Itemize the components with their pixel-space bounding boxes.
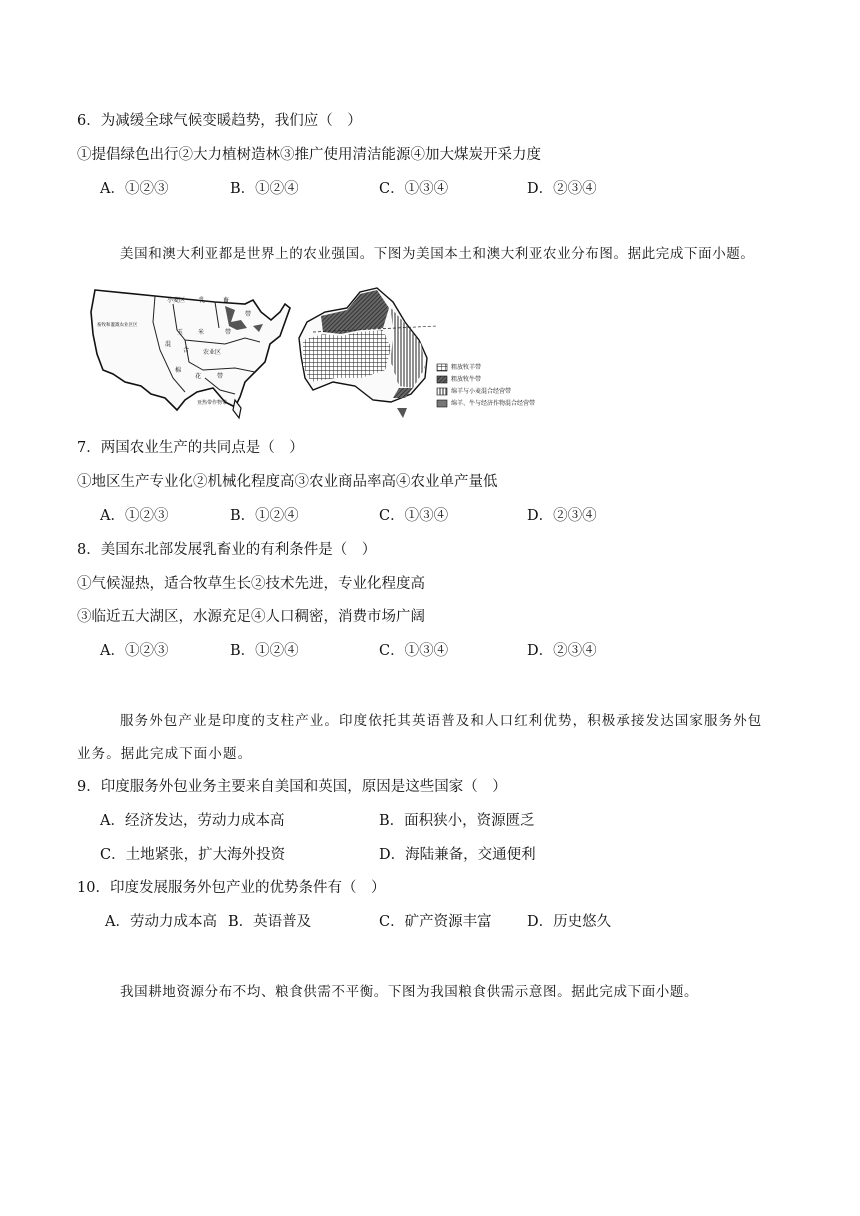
svg-text:玉: 玉 [177,329,184,336]
q8-option-d[interactable]: D．②③④ [527,643,597,659]
q10-option-d[interactable]: D．历史悠久 [527,914,612,930]
q8-option-c[interactable]: C．①③④ [379,643,449,659]
us-map [91,290,290,418]
legend-mixed: 绵羊、牛与经济作物混合经营带 [451,400,536,407]
q8-stem: 8．美国东北部发展乳畜业的有利条件是（ ） [77,542,377,558]
svg-text:小麦区: 小麦区 [167,297,186,304]
q7-option-d[interactable]: D．②③④ [527,508,597,524]
legend-cattle-extensive: 粗放牧牛带 [451,376,482,383]
q9-option-a[interactable]: A．经济发达，劳动力成本高 [100,813,285,829]
svg-text:农业区: 农业区 [203,349,222,356]
q6-items: ①提倡绿色出行②大力植树造林③推广使用清洁能源④加大煤炭开采力度 [77,147,541,163]
q9-stem: 9．印度服务外包业务主要来自美国和英国，原因是这些国家（ ） [77,779,507,795]
q10-option-b[interactable]: B．英语普及 [228,914,312,930]
q6-option-b[interactable]: B．①②④ [230,181,299,197]
svg-text:混: 混 [165,341,172,348]
q10-stem: 10．印度发展服务外包产业的优势条件有（ ） [77,880,386,896]
q8-option-b[interactable]: B．①②④ [230,643,299,659]
svg-text:亚热带作物带: 亚热带作物带 [197,400,228,406]
q7-option-c[interactable]: C．①③④ [379,508,449,524]
svg-text:畜: 畜 [223,297,230,304]
legend-sheep-extensive: 粗放牧羊带 [451,364,482,371]
passage-grain: 我国耕地资源分布不均、粮食供需不平衡。下图为我国粮食供需示意图。据此完成下面小题。 [120,984,699,1000]
legend-sheep-wheat: 绵羊与小麦混合经营带 [451,388,512,395]
q6-option-c[interactable]: C．①③④ [379,181,449,197]
q7-items: ①地区生产专业化②机械化程度高③农业商品率高④农业单产量低 [77,474,498,490]
q7-option-b[interactable]: B．①②④ [230,508,299,524]
svg-text:合: 合 [183,347,190,354]
q9-option-b[interactable]: B．面积狭小，资源匮乏 [379,813,535,829]
q7-stem: 7．两国农业生产的共同点是（ ） [77,440,304,456]
svg-text:带: 带 [217,373,224,380]
q9-option-c[interactable]: C．土地紧张，扩大海外投资 [100,847,286,863]
passage-agriculture: 美国和澳大利亚都是世界上的农业强国。下图为美国本土和澳大利亚农业分布图。据此完成下面小题。 [120,246,755,262]
svg-text:乳: 乳 [199,297,206,304]
svg-text:棉: 棉 [175,367,182,374]
q8-items-1: ①气候湿热，适合牧草生长②技术先进，专业化程度高 [77,576,425,592]
q6-option-d[interactable]: D．②③④ [527,181,597,197]
passage-india-line2: 业务。据此完成下面小题。 [77,746,253,762]
q7-option-a[interactable]: A．①②③ [100,508,169,524]
agriculture-map-figure [85,282,555,424]
map-legend [437,364,447,407]
svg-text:米: 米 [198,329,205,336]
q6-stem: 6．为减缓全球气候变暖趋势，我们应（ ） [77,113,362,129]
australia-map [299,288,437,418]
svg-text:畜牧和灌溉农业区区: 畜牧和灌溉农业区区 [97,323,138,328]
svg-text:带: 带 [225,329,232,336]
q8-items-2: ③临近五大湖区，水源充足④人口稠密，消费市场广阔 [77,609,425,625]
passage-india-line1: 服务外包产业是印度的支柱产业。印度依托其英语普及和人口红利优势，积极承接发达国家服务外包 [120,713,763,729]
q10-option-a[interactable]: A．劳动力成本高 [105,914,217,930]
q6-option-a[interactable]: A．①②③ [100,181,169,197]
q10-option-c[interactable]: C．矿产资源丰富 [379,914,492,930]
q9-option-d[interactable]: D．海陆兼备，交通便利 [379,847,536,863]
q8-option-a[interactable]: A．①②③ [100,643,169,659]
svg-text:带: 带 [245,311,252,318]
svg-text:花: 花 [195,373,202,380]
